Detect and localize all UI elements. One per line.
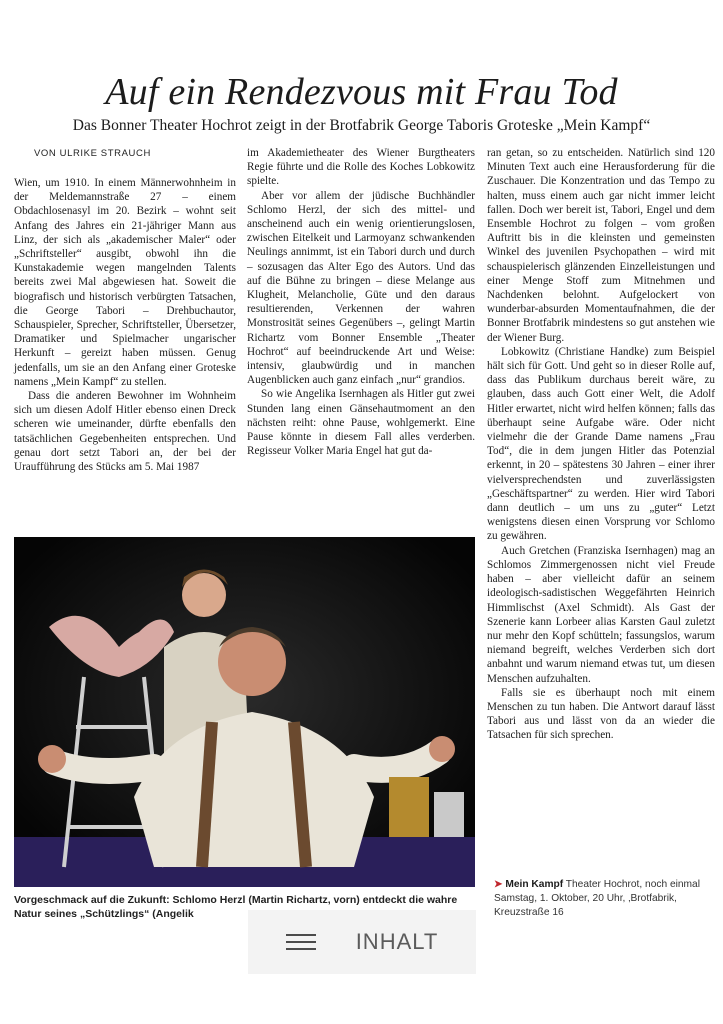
list-icon: [286, 932, 316, 952]
article-photo: [14, 537, 475, 887]
paragraph: ran getan, so zu entscheiden. Natürlich sind 120 Minuten Text auch eine Herausforderung für die Zuschauer. Die Konzentration und das Tempo zu halten, muss einem auch gar nicht immer leicht fallen. Doch wer bereit ist, Tabori, Engel und dem Ensemble Hochrot zu folgen – vom großen Auftritt bis in die kleinsten und gemeinsten Winkel des juvenilen Psychopathen – wird mit schauspielerisch glänzenden Einzelleistungen und einer Menge Stoff zum Mitnehmen und Nachdenken belohnt. Aufgelockert von wunderbar-absurden Momentaufnahmen, die der Bonner Brotfabrik mindestens so gut anstehen wie der Wiener Burg.: [487, 147, 715, 344]
paragraph: Wien, um 1910. In einem Männerwohnheim in der Meldemannstraße 27 – einem Obdachlosenasyl im 20. Bezirk – wohnt seit Anfang des Jahres ein 21-jähriger Mann aus Linz, der sich als „akademischer Maler“ oder „Schriftsteller“ ausgibt, obwohl ihn die Kunstakademie wegen mangelnden Talents bereits zwei Mal abgewiesen hat. Soweit die biografisch und historisch verbürgten Tatsachen, die George Tabori – Drehbuchautor, Schauspieler, Sprecher, Schriftsteller, Übersetzer, Dramatiker und Spielmacher ungarischer Herkunft – gereizt haben müssen. Genug jedenfalls, um sie an den Anfang einer Groteske namens „Mein Kampf“ zu stellen.: [14, 177, 236, 388]
stage-photo-illustration: [14, 537, 475, 887]
photo-caption: Vorgeschmack auf die Zukunft: Schlomo Herzl (Martin Richartz, vorn) entdeckt die wahre Natur seines „Schützlings“ (Angelik: [14, 894, 458, 920]
paragraph: im Akademietheater des Wiener Burgtheaters Regie führte und die Rolle des Koches Lobkowitz spielte.: [247, 147, 475, 188]
article-subheadline: Das Bonner Theater Hochrot zeigt in der Brotfabrik George Taboris Groteske „Mein Kampf“: [72, 117, 651, 134]
article-headline: Auf ein Rendezvous mit Frau Tod: [105, 71, 618, 113]
event-info-box: [494, 878, 716, 920]
paragraph: So wie Angelika Isernhagen als Hitler gut zwei Stunden lang einen Gänsehautmoment an den nächsten reiht: ohne Pause, wohlgemerkt. Eine Pause könnte in diesem Fall alles verderben. Regisseur Volker Maria Engel hat gut da-: [247, 388, 475, 458]
article-column-2: [247, 146, 475, 458]
article-column-1: [14, 176, 236, 474]
article-byline: VON ULRIKE STRAUCH: [34, 148, 151, 159]
table-of-contents-button[interactable]: [248, 910, 476, 974]
event-title: Mein Kampf: [505, 879, 564, 890]
paragraph: Aber vor allem der jüdische Buchhändler Schlomo Herzl, der sich des mittel- und anscheinend auch ein wenig orientierungslosen, zwischen Eitelkeit und Larmoyanz schwankenden Neulings annimmt, ist ein Tabori durch und durch – sozusagen das Alter Ego des Autors. Und das auf die Bühne zu bringen – diese Melange aus Klugheit, Melancholie, Güte und den daraus resultierenden, Verkennen der wahren Monstrosität seines Gegenübers –, gelingt Martin Richartz vom Bonner Ensemble „Theater Hochrot“ auf beeindruckende Art und Weise: intensiv, glaubwürdig und in manchen Augenblicken auch ganz einfach „nur“ grandios.: [247, 189, 475, 387]
arrow-icon: ➤: [494, 879, 503, 890]
event-details: Theater Hochrot, noch einmal Samstag, 1. Oktober, 20 Uhr, ‚Brotfabrik, Kreuzstraße 16: [494, 879, 700, 918]
article-column-3: [487, 146, 715, 743]
paragraph: Lobkowitz (Christiane Handke) zum Beispiel hält sich für Gott. Und geht so in dieser Rolle auf, dass das Publikum durchaus bereit wäre, zu glauben, dass auch Gott einer Welt, die Adolf Hitler erwartet, nicht wird helfen können; falls das überhaupt seine Aufgabe wäre. Oder nicht vielmehr die der Grande Dame namens „Frau Tod“, die in dem jungen Hitler das Potenzial erkennt, in 20 – spätestens 30 Jahren – einer ihrer vielversprechendsten und zuverlässigsten „Geschäftspartner“ zu werden. Hier wird Tabori dann deutlich – um uns zu „guter“ Letzt wenigstens diesen einen Vorsprung vor Schlomo zu gewähren.: [487, 345, 715, 543]
paragraph: Auch Gretchen (Franziska Isernhagen) mag an Schlomos Zimmergenossen nicht viel Freude haben – aber vielleicht dafür an seinem ideologisch-sadistischen Weggefährten Heinrich Himmlischst (Axel Schmidt). Als Gast der Szenerie kann Lorbeer alias Karsten Gaul zuletzt nur mehr den Kopf schütteln; fassungslos, warum niemand begreift, welches Verderben sich dort anbahnt und warum niemand etwas tut, um diesen Menschen aufzuhalten.: [487, 544, 715, 685]
paragraph: Dass die anderen Bewohner im Wohnheim sich um diesen Adolf Hitler ebenso einen Dreck scheren wie umeinander, dürfte ebenfalls den tatsächlichen Gegebenheiten entsprechen. Und genau dort setzt Tabori an, der bei der Uraufführung des Stücks am 5. Mai 1987: [14, 390, 236, 474]
paragraph: Falls sie es überhaupt noch mit einem Menschen zu tun haben. Die Antwort darauf lässt Tabori aus und lässt von da an wieder die Tatsachen für sich sprechen.: [487, 686, 715, 742]
toc-button-label: INHALT: [355, 929, 439, 954]
